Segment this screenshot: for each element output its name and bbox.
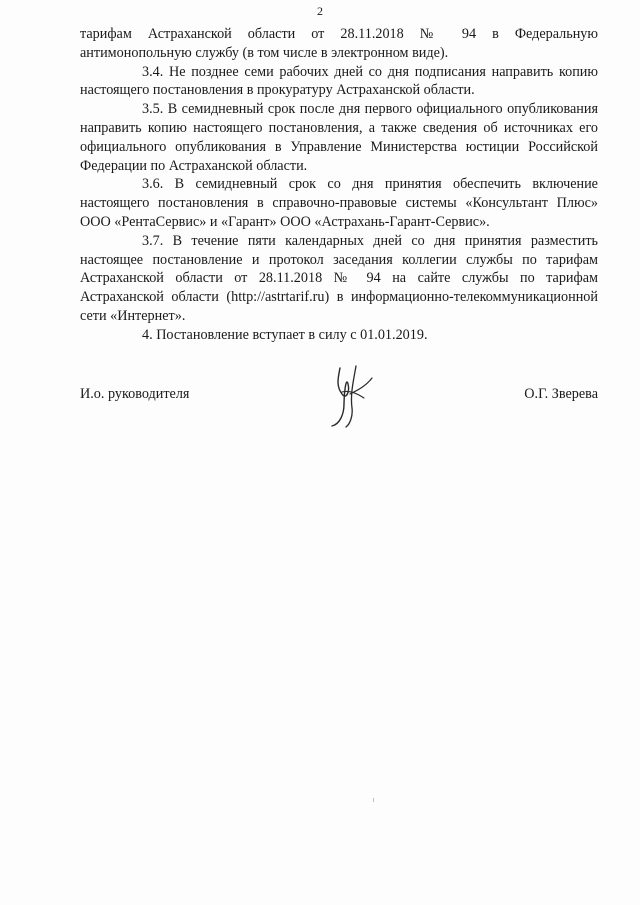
document-body — [80, 25, 598, 345]
signatory-name: О.Г. Зверева — [524, 386, 598, 402]
paragraph-3-6: 3.6. В семидневный срок со дня принятия обеспечить включение настоящего постановления в справочно-правовые системы «Консультант Плюс» ООО «РентаСервис» и «Гарант» ООО «Астрахань-Гарант-Сервис». — [80, 176, 598, 230]
scan-speck — [373, 798, 374, 802]
paragraph-4: 4. Постановление вступает в силу с 01.01.2019. — [142, 326, 428, 343]
paragraph-3-5: 3.5. В семидневный срок после дня первого официального опубликования направить копию настоящего постановления, а также сведения об источниках его официального опубликования в Управление Министерства юстиции Российской Федерации по Астраханской области. — [80, 101, 598, 174]
paragraph-continuation: тарифам Астраханской области от 28.11.2018 № 94 в Федеральную антимонопольную службу (в том числе в электронном виде). — [80, 26, 598, 61]
paragraph-3-4: 3.4. Не позднее семи рабочих дней со дня подписания направить копию настоящего постановления в прокуратуру Астраханской области. — [80, 63, 598, 99]
handwritten-signature — [320, 364, 384, 428]
signatory-role: И.о. руководителя — [80, 386, 190, 402]
page-number: 2 — [317, 4, 323, 18]
signature-block — [80, 386, 598, 426]
paragraph-3-7: 3.7. В течение пяти календарных дней со дня принятия разместить настоящее постановление и протокол заседания коллегии службы по тарифам Астраханской области от 28.11.2018 № 94 на сайте службы по тарифам Астраханской области (http://astrtarif.ru) в информационно-телекоммуникационной сети «Интернет». — [80, 232, 598, 324]
